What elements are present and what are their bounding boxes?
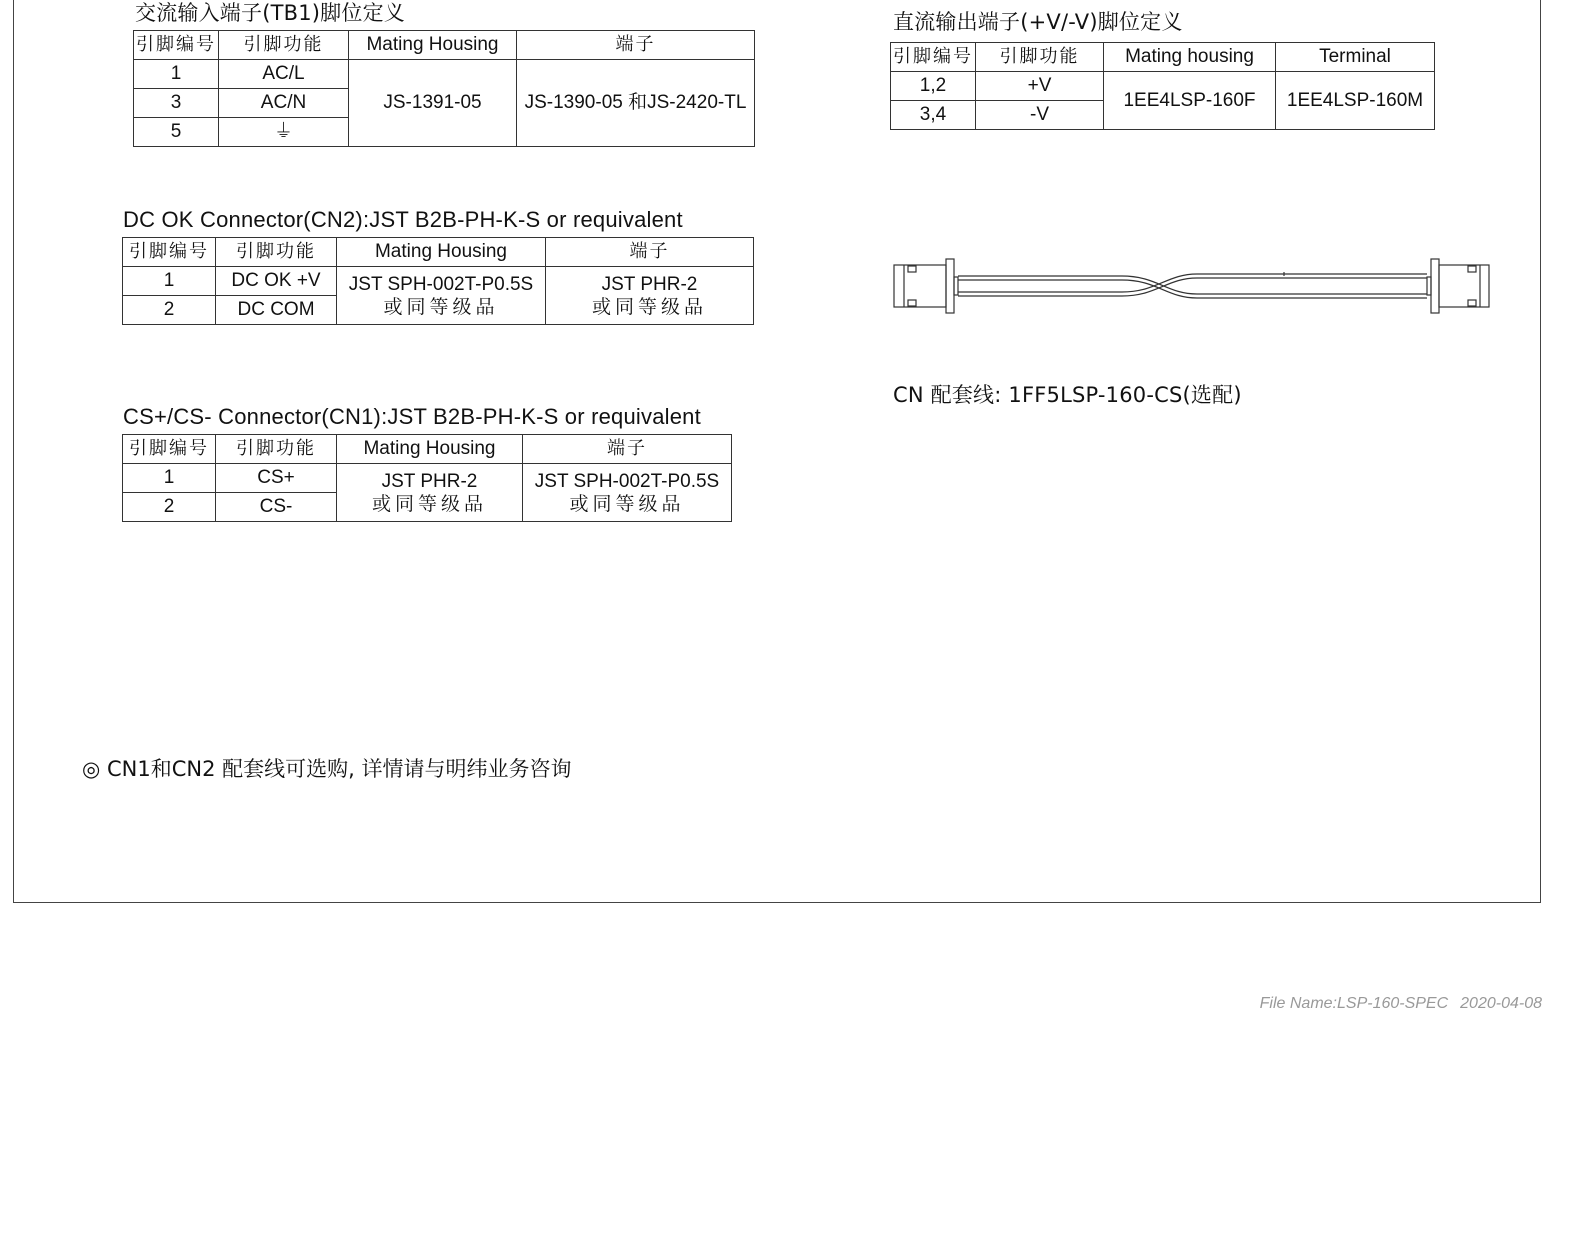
- header-mating-housing: Mating Housing: [337, 435, 523, 464]
- terminal-cell: [523, 464, 732, 522]
- cn2-table: [122, 237, 754, 325]
- housing-cell: 1EE4LSP-160F: [1104, 72, 1276, 130]
- header-pin-function: 引脚功能: [219, 31, 349, 60]
- header-pin-no: 引脚编号: [134, 31, 219, 60]
- right-connector: [1427, 259, 1489, 313]
- header-pin-function: 引脚功能: [216, 238, 337, 267]
- left-connector: [894, 259, 958, 313]
- function-cell: DC COM: [216, 296, 337, 325]
- pin-cell: 2: [123, 296, 216, 325]
- cable-drawing: [892, 256, 1492, 316]
- file-name: File Name:LSP-160-SPEC: [1259, 995, 1449, 1012]
- cn2-title: DC OK Connector(CN2):JST B2B-PH-K-S or requivalent: [123, 207, 683, 232]
- housing-part: JST PHR-2: [381, 470, 478, 492]
- terminal-part: JST PHR-2: [601, 273, 698, 295]
- housing-equivalent: 或同等级品: [383, 295, 499, 318]
- dcout-title: 直流输出端子(+V/-V)脚位定义: [893, 10, 1183, 34]
- file-date: 2020-04-08: [1460, 995, 1542, 1012]
- tb1-table: [133, 30, 755, 147]
- terminal-part: JST SPH-002T-P0.5S: [534, 470, 720, 492]
- cn1-title: CS+/CS- Connector(CN1):JST B2B-PH-K-S or requivalent: [123, 404, 701, 429]
- file-footer: [1260, 995, 1542, 1013]
- header-terminal: 端子: [546, 238, 754, 267]
- dcout-table: [890, 42, 1435, 130]
- tb1-title: 交流输入端子(TB1)脚位定义: [135, 1, 405, 25]
- cable-wires: [958, 272, 1427, 298]
- pin-cell: 1: [123, 464, 216, 493]
- pin-cell: 1,2: [891, 72, 976, 101]
- function-cell: CS-: [216, 493, 337, 522]
- header-pin-no: 引脚编号: [123, 435, 216, 464]
- header-terminal: 端子: [517, 31, 755, 60]
- header-terminal: 端子: [523, 435, 732, 464]
- header-mating-housing: Mating Housing: [337, 238, 546, 267]
- pin-cell: 2: [123, 493, 216, 522]
- function-cell: AC/N: [219, 89, 349, 118]
- header-mating-housing: Mating housing: [1104, 43, 1276, 72]
- pin-cell: 3,4: [891, 101, 976, 130]
- housing-part: JST SPH-002T-P0.5S: [348, 273, 534, 295]
- housing-cell: [337, 267, 546, 325]
- pin-cell: 1: [134, 60, 219, 89]
- cn1-table: [122, 434, 732, 522]
- function-cell: AC/L: [219, 60, 349, 89]
- header-pin-no: 引脚编号: [891, 43, 976, 72]
- terminal-equivalent: 或同等级品: [569, 492, 685, 515]
- terminal-equivalent: 或同等级品: [591, 295, 707, 318]
- pin-cell: 1: [123, 267, 216, 296]
- terminal-cell: JS-1390-05 和JS-2420-TL: [517, 60, 755, 147]
- function-cell: -V: [976, 101, 1104, 130]
- cable-caption: CN 配套线: 1FF5LSP-160-CS(选配): [893, 383, 1242, 407]
- purchase-note: ◎ CN1和CN2 配套线可选购, 详情请与明纬业务咨询: [82, 757, 572, 781]
- housing-cell: JS-1391-05: [349, 60, 517, 147]
- function-cell: CS+: [216, 464, 337, 493]
- header-pin-function: 引脚功能: [216, 435, 337, 464]
- terminal-cell: [546, 267, 754, 325]
- header-pin-function: 引脚功能: [976, 43, 1104, 72]
- header-terminal: Terminal: [1276, 43, 1435, 72]
- terminal-cell: 1EE4LSP-160M: [1276, 72, 1435, 130]
- pin-cell: 3: [134, 89, 219, 118]
- ground-symbol-cell: ⏚: [219, 118, 349, 147]
- housing-equivalent: 或同等级品: [371, 492, 487, 515]
- pin-cell: 5: [134, 118, 219, 147]
- header-pin-no: 引脚编号: [123, 238, 216, 267]
- header-mating-housing: Mating Housing: [349, 31, 517, 60]
- function-cell: DC OK +V: [216, 267, 337, 296]
- housing-cell: [337, 464, 523, 522]
- function-cell: +V: [976, 72, 1104, 101]
